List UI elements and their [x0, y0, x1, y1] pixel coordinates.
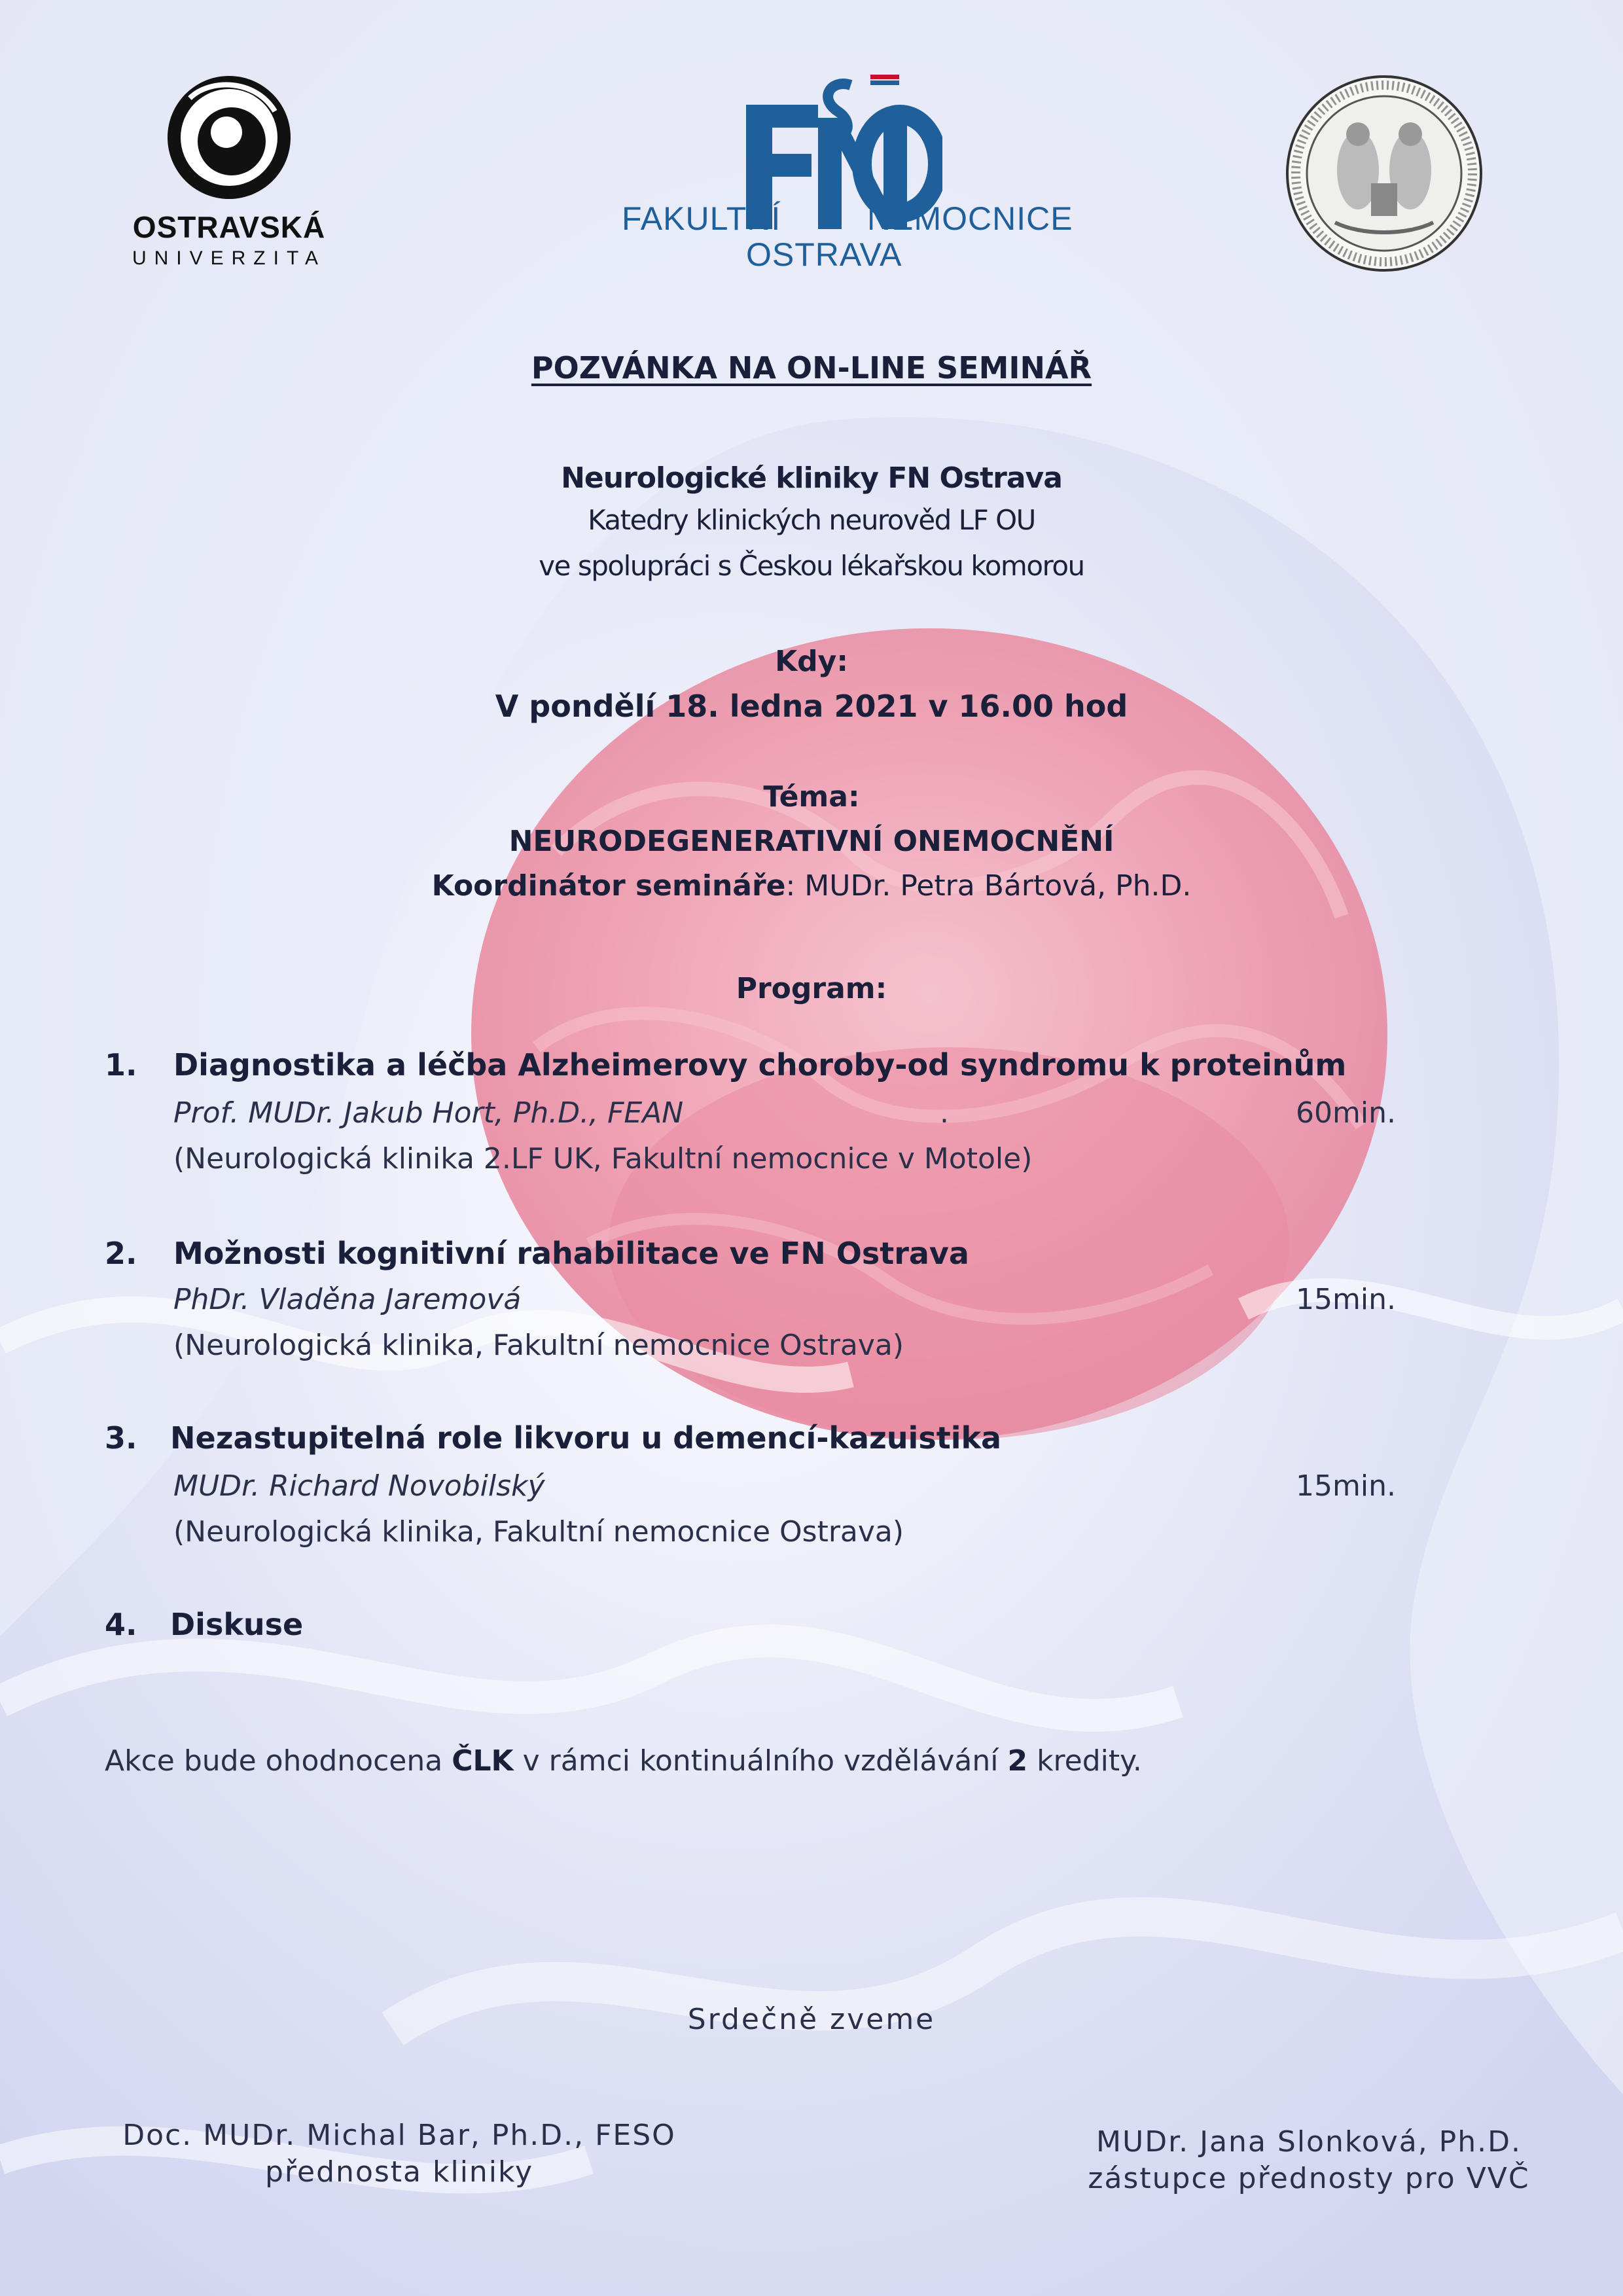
when-label: Kdy:: [775, 645, 848, 678]
program-item-1-title: Diagnostika a léčba Alzheimerovy choroby-od syndromu k proteinům: [173, 1047, 1347, 1083]
program-item-2-speaker: PhDr. Vladěna Jaremová: [173, 1283, 522, 1316]
signature-left: [105, 2117, 694, 2191]
fno-word-fakultni: FAKULTNÍ: [622, 200, 781, 237]
organizer-line-3: ve spolupráci s Českou lékařskou komorou: [539, 550, 1084, 582]
credit-count: 2: [1007, 1744, 1028, 1778]
signature-right-role: zástupce přednosty pro VVČ: [1088, 2162, 1530, 2195]
program-item-3-number: 3.: [105, 1420, 137, 1456]
signature-right: [1021, 2124, 1597, 2197]
program-item-3-title: Nezastupitelná role likvoru u demencí-kazuistika: [170, 1420, 1002, 1456]
ou-emblem-icon: [164, 72, 294, 203]
program-item-3-duration: 15min.: [1296, 1469, 1396, 1503]
ou-subtitle: UNIVERZITA: [132, 247, 327, 269]
topic-label: Téma:: [763, 780, 860, 814]
signature-right-name: MUDr. Jana Slonková, Ph.D.: [1096, 2125, 1522, 2159]
program-item-3-affiliation: (Neurologická klinika, Fakultní nemocnice Ostrava): [173, 1515, 904, 1549]
program-item-1-affiliation: (Neurologická klinika 2.LF UK, Fakultní nemocnice v Motole): [173, 1142, 1033, 1175]
program-item-3-speaker: MUDr. Richard Novobilský: [173, 1469, 545, 1503]
ostravska-univerzita-logo: [131, 72, 327, 281]
ou-name: OSTRAVSKÁ: [132, 210, 326, 244]
greeting: Srdečně zveme: [687, 2003, 936, 2036]
fno-word-nemocnice: NEMOCNICE: [867, 200, 1073, 237]
coordinator-label: Koordinátor semináře: [431, 869, 786, 903]
fno-word-ostrava: OSTRAVA: [746, 236, 902, 273]
invitation-title: POZVÁNKA NA ON-LINE SEMINÁŘ: [531, 350, 1092, 386]
credit-org: ČLK: [452, 1744, 514, 1778]
program-item-4-title: Diskuse: [170, 1607, 304, 1642]
topic-value: NEURODEGENERATIVNÍ ONEMOCNĚNÍ: [508, 825, 1115, 858]
signature-left-role: přednosta kliniky: [265, 2155, 533, 2189]
credit-text-3: kredity.: [1027, 1744, 1142, 1778]
program-item-1-duration: 60min.: [1296, 1096, 1396, 1130]
credit-statement: [105, 1744, 1142, 1778]
coordinator-value: : MUDr. Petra Bártová, Ph.D.: [785, 869, 1192, 903]
program-item-1-speaker: Prof. MUDr. Jakub Hort, Ph.D., FEAN: [173, 1096, 684, 1130]
program-item-1-dot: .: [940, 1096, 949, 1130]
organizer-line-2: Katedry klinických neurověd LF OU: [588, 504, 1035, 536]
program-item-2-affiliation: (Neurologická klinika, Fakultní nemocnice Ostrava): [173, 1329, 904, 1362]
when-value: V pondělí 18. ledna 2021 v 16.00 hod: [495, 689, 1128, 724]
coordinator-line: [0, 869, 1623, 903]
signature-left-name: Doc. MUDr. Michal Bar, Ph.D., FESO: [122, 2119, 676, 2152]
program-item-1-number: 1.: [105, 1047, 137, 1083]
program-item-2-number: 2.: [105, 1236, 137, 1271]
program-label: Program:: [736, 972, 887, 1005]
credit-text-2: v rámci kontinuálního vzdělávání: [513, 1744, 1008, 1778]
program-item-2-duration: 15min.: [1296, 1283, 1396, 1316]
fn-ostrava-logo: [622, 65, 1073, 281]
credit-text-1: Akce bude ohodnocena: [105, 1744, 452, 1778]
program-item-4-number: 4.: [105, 1607, 137, 1642]
ceska-lekarska-komora-seal: [1283, 72, 1486, 275]
program-item-2-title: Možnosti kognitivní rahabilitace ve FN Ostrava: [173, 1236, 969, 1271]
organizer-line-1: Neurologické kliniky FN Ostrava: [561, 461, 1062, 495]
